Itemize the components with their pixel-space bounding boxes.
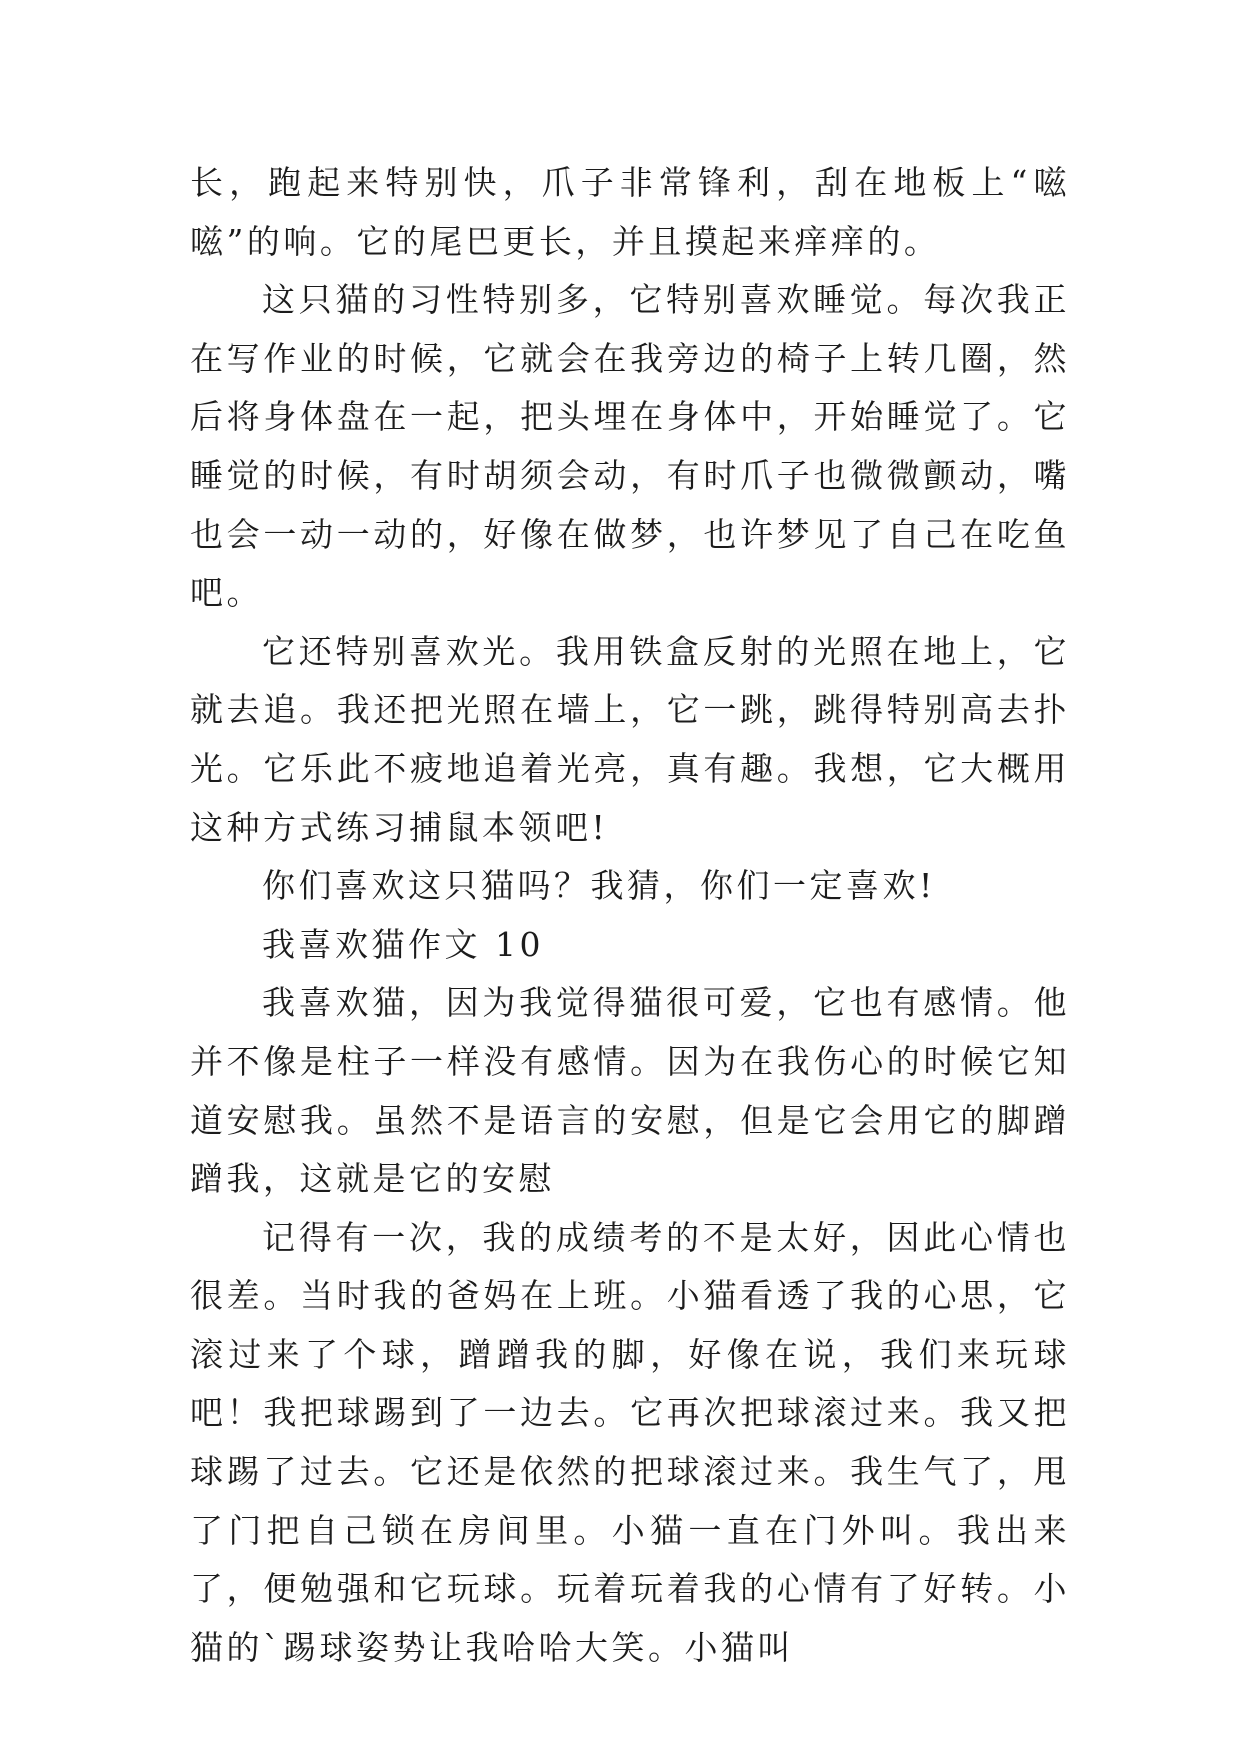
paragraph-continuation: 长，跑起来特别快，爪子非常锋利，刮在地板上“嗞嗞”的响。它的尾巴更长，并且摸起来痒痒的。 xyxy=(190,163,1070,261)
paragraph-memory: 记得有一次，我的成绩考的不是太好，因此心情也很差。当时我的爸妈在上班。小猫看透了我的心思，它滚过来了个球，蹭蹭我的脚，好像在说，我们来玩球吧！我把球踢到了一边去。它再次把球滚过来。我又把球踢了过去。它还是依然的把球滚过来。我生气了，甩了门把自己锁在房间里。小猫一直在门外叫。我出来了，便勉强和它玩球。玩着玩着我的心情有了好转。小猫的`踢球姿势让我哈哈大笑。小猫叫 xyxy=(190,1217,1070,1667)
paragraph-why-i-like-cats: 我喜欢猫，因为我觉得猫很可爱，它也有感情。他并不像是柱子一样没有感情。因为在我伤心的时候它知道安慰我。虽然不是语言的安慰，但是它会用它的脚蹭蹭我，这就是它的安慰 xyxy=(190,983,1070,1199)
paragraph-question: 你们喜欢这只猫吗？我猜，你们一定喜欢! xyxy=(262,866,936,906)
essay-body xyxy=(190,154,1070,1677)
essay-heading: 我喜欢猫作文 10 xyxy=(262,924,544,964)
paragraph-sleeping-habit: 这只猫的习性特别多，它特别喜欢睡觉。每次我正在写作业的时候，它就会在我旁边的椅子上转几圈，然后将身体盘在一起，把头埋在身体中，开始睡觉了。它睡觉的时候，有时胡须会动，有时爪子也微微颤动，嘴也会一动一动的，好像在做梦，也许梦见了自己在吃鱼吧。 xyxy=(190,280,1070,613)
paragraph-chasing-light: 它还特别喜欢光。我用铁盒反射的光照在地上，它就去追。我还把光照在墙上，它一跳，跳得特别高去扑光。它乐此不疲地追着光亮，真有趣。我想，它大概用这种方式练习捕鼠本领吧! xyxy=(190,631,1070,847)
